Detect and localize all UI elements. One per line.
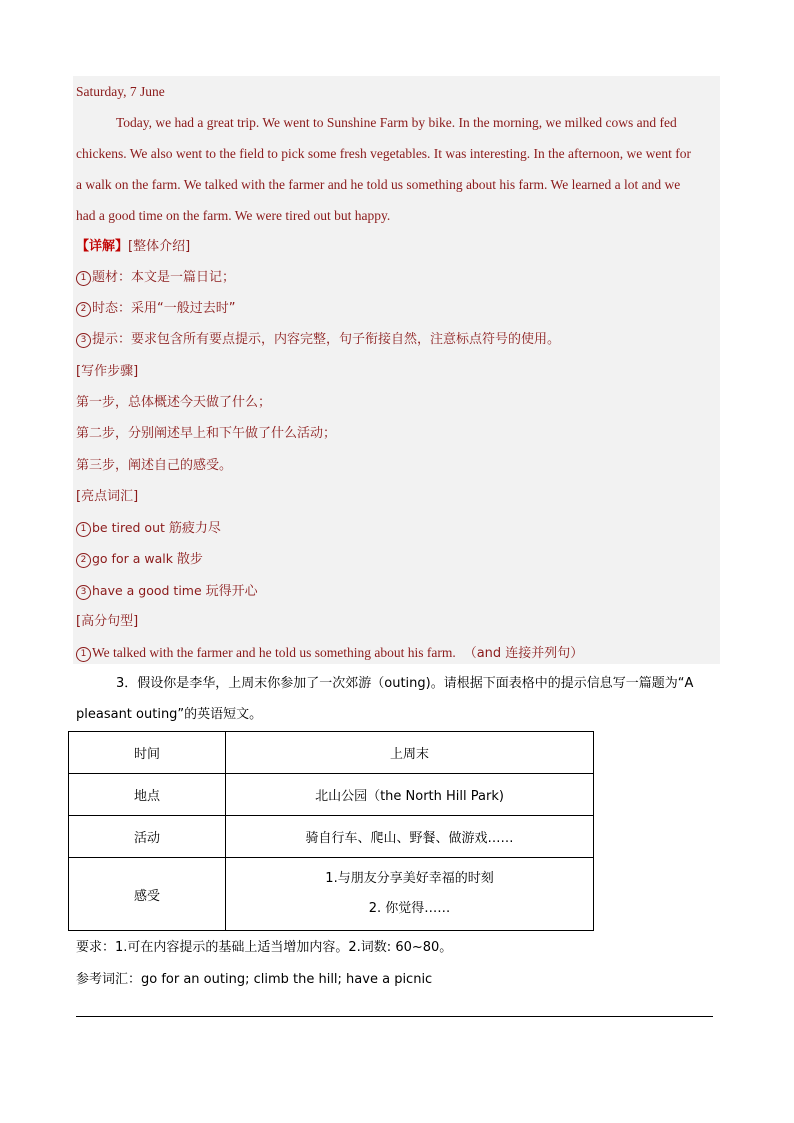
analysis-title: [76, 231, 718, 262]
vocab-cn-1: 筋疲力尽: [168, 521, 221, 536]
overall-intro-header: [整体介绍]: [128, 239, 191, 254]
circled-number-3: 3: [76, 333, 91, 348]
row-label-time: 时间: [69, 732, 226, 774]
diary-line-1: Today, we had a great trip. We went to Sunshine Farm by bike. In the morning, we milked cows and fed: [116, 115, 677, 130]
circled-number-2: 2: [76, 302, 91, 317]
intro-item-3: [76, 324, 718, 355]
vocab-en-3: have a good time: [92, 583, 206, 598]
vocab-cn-3: 玩得开心: [205, 584, 258, 599]
vocab-cn-2: 散步: [176, 552, 203, 567]
vocab-item-1: [76, 512, 718, 543]
diary-line-3: a walk on the farm. We talked with the farmer and he told us something about his farm. We learned a lot and we: [76, 177, 681, 192]
table-row: [69, 858, 594, 931]
feeling-line-2: 2. 你觉得……: [368, 901, 451, 916]
reference-vocab: 参考词汇：go for an outing; climb the hill; have a picnic: [76, 972, 433, 987]
intro-text-2: 时态：采用“一般过去时”: [92, 301, 236, 316]
row-label-place: 地点: [69, 774, 226, 816]
circled-number-1: 1: [76, 647, 91, 662]
diary-line-2: chickens. We also went to the field to pick some fresh vegetables. It was interesting. In the afternoon, we went for: [76, 146, 691, 161]
vocab-en-1: be tired out: [92, 520, 169, 535]
prompt-table: [68, 731, 594, 931]
intro-text-1: 题材：本文是一篇日记；: [92, 270, 236, 285]
vocab-item-2: [76, 543, 718, 574]
row-value-place: 北山公园（the North Hill Park): [226, 774, 594, 816]
intro-item-2: [76, 293, 718, 324]
detail-bracket: 【详解】: [76, 239, 129, 254]
circled-number-3: 3: [76, 585, 91, 600]
row-value-activities: 骑自行车、爬山、野餐、做游戏……: [226, 816, 594, 858]
vocab-item-3: [76, 575, 718, 606]
step-1: 第一步，总体概述今天做了什么；: [76, 395, 272, 410]
circled-number-2: 2: [76, 553, 91, 568]
circled-number-1: 1: [76, 271, 91, 286]
table-row: [69, 732, 594, 774]
row-value-time: 上周末: [226, 732, 594, 774]
row-label-activities: 活动: [69, 816, 226, 858]
step-2: 第二步，分别阐述早上和下午做了什么活动；: [76, 426, 337, 441]
step-3: 第三步，阐述自己的感受。: [76, 458, 233, 473]
intro-item-1: [76, 262, 718, 293]
vocab-header: [亮点词汇]: [76, 489, 139, 504]
steps-header: [写作步骤]: [76, 364, 139, 379]
divider-line: [76, 1016, 713, 1017]
table-row: [69, 816, 594, 858]
requirements-text: 要求：1.可在内容提示的基础上适当增加内容。2.词数: 60~80。: [76, 940, 453, 955]
sentence-en: We talked with the farmer and he told us something about his farm.: [92, 645, 456, 660]
table-row: [69, 774, 594, 816]
intro-text-3: 提示：要求包含所有要点提示，内容完整，句子衔接自然，注意标点符号的使用。: [92, 332, 561, 347]
row-label-feelings: 感受: [69, 858, 226, 931]
circled-number-1: 1: [76, 522, 91, 537]
vocab-en-2: go for a walk: [92, 551, 177, 566]
diary-line-4: had a good time on the farm. We were tired out but happy.: [76, 208, 391, 223]
sentence-cn: （and 连接并列句）: [463, 646, 584, 661]
feeling-line-1: 1.与朋友分享美好幸福的时刻: [325, 871, 494, 886]
question-line-2: pleasant outing”的英语短文。: [76, 707, 263, 722]
question-line-1: 3．假设你是李华，上周末你参加了一次郊游（outing)。请根据下面表格中的提示信息写一篇题为“A: [116, 676, 694, 691]
sentence-header: [高分句型]: [76, 614, 139, 629]
diary-date: Saturday, 7 June: [76, 84, 165, 99]
sentence-item-1: [76, 637, 718, 668]
row-value-feelings: [226, 858, 594, 931]
